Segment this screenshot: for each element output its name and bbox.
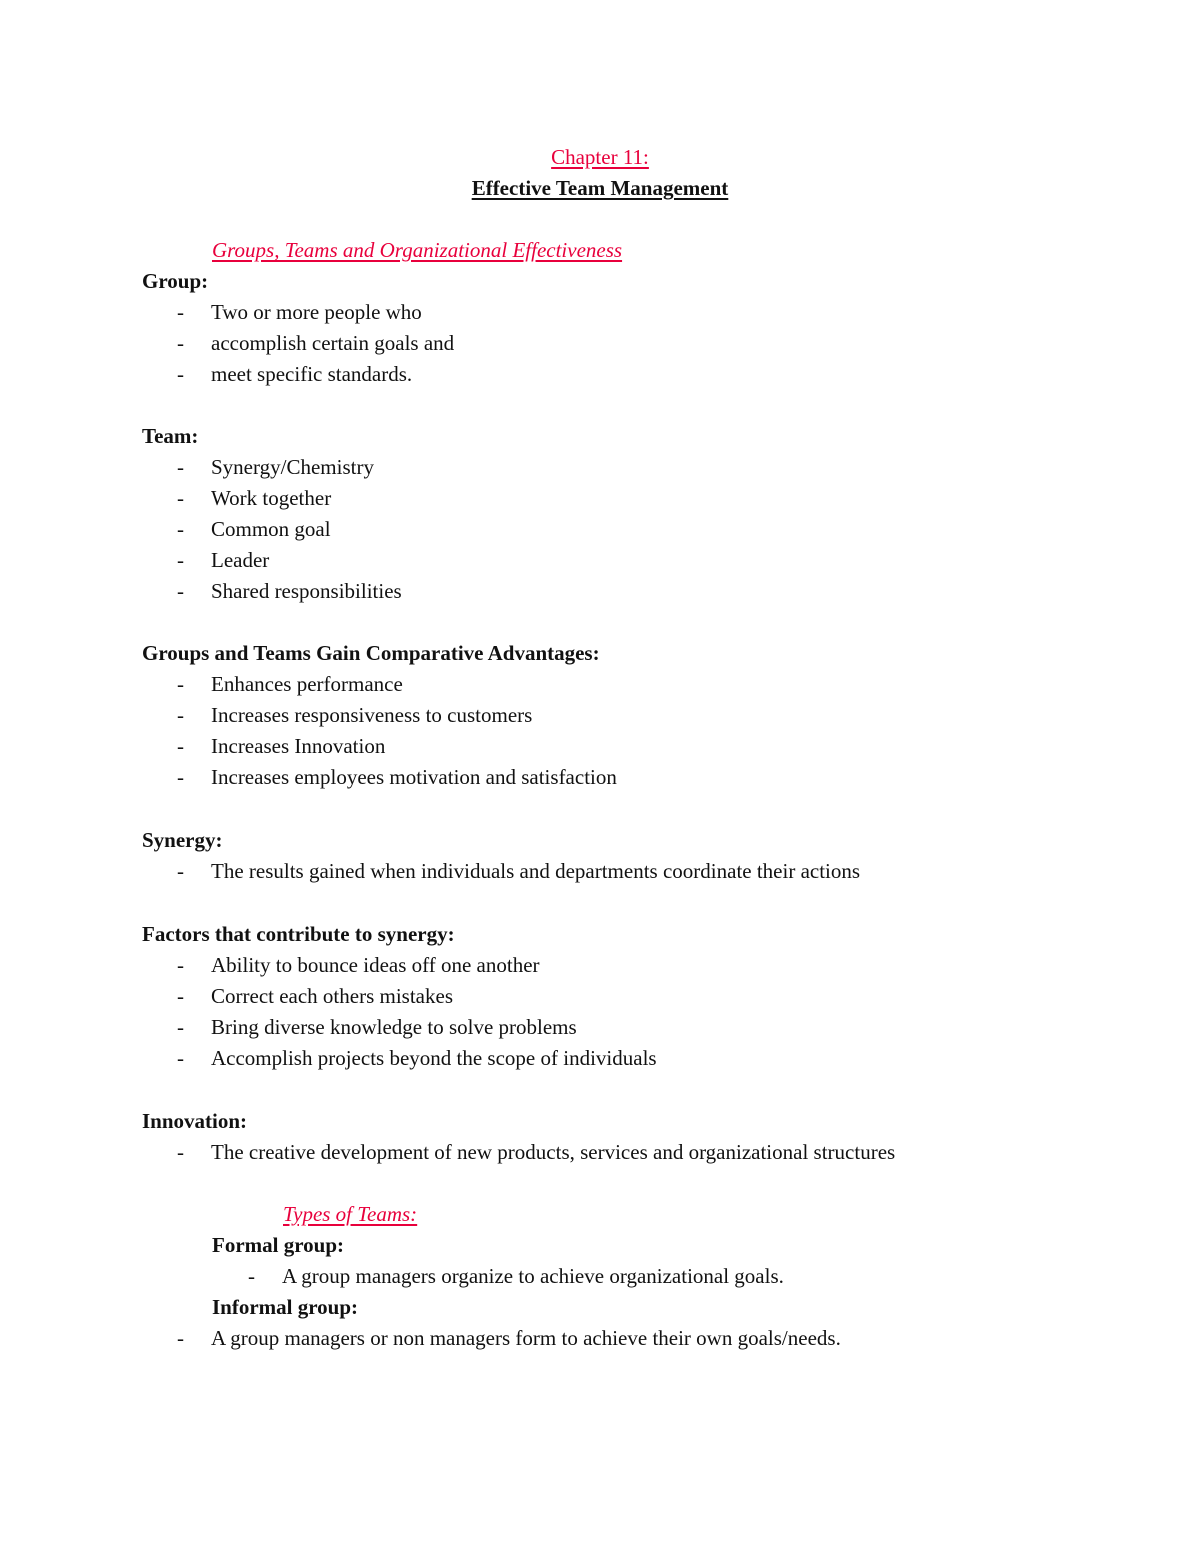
bullet-dash: - (177, 300, 184, 324)
bullet-dash: - (177, 1140, 184, 1164)
list-item-text: The creative development of new products, services and organizational structures (211, 1140, 896, 1164)
synergy-label: Synergy: (142, 828, 223, 852)
list-item-text: Enhances performance (211, 672, 403, 696)
section-heading-types-of-teams: Types of Teams: (283, 1202, 418, 1226)
team-label: Team: (142, 424, 199, 448)
bullet-dash: - (248, 1264, 255, 1288)
bullet-dash: - (177, 703, 184, 727)
advantages-label: Groups and Teams Gain Comparative Advantages: (142, 641, 600, 665)
chapter-subtitle: Effective Team Management (471, 176, 729, 200)
factors-label: Factors that contribute to synergy: (142, 922, 455, 946)
list-item-text: Two or more people who (211, 300, 422, 324)
list-item-text: Ability to bounce ideas off one another (211, 953, 540, 977)
innovation-label: Innovation: (142, 1109, 248, 1133)
list-item-text: Synergy/Chemistry (211, 455, 374, 479)
informal-group-label: Informal group: (212, 1295, 359, 1319)
list-item-text: Leader (211, 548, 270, 572)
formal-group-label: Formal group: (212, 1233, 345, 1257)
bullet-dash: - (177, 455, 184, 479)
list-item-text: accomplish certain goals and (211, 331, 455, 355)
list-item-text: Common goal (211, 517, 331, 541)
bullet-dash: - (177, 579, 184, 603)
list-item-text: A group managers organize to achieve organizational goals. (282, 1264, 784, 1288)
list-item-text: The results gained when individuals and departments coordinate their actions (211, 859, 861, 883)
list-item-text: Accomplish projects beyond the scope of individuals (211, 1046, 657, 1070)
bullet-dash: - (177, 1015, 184, 1039)
bullet-dash: - (177, 1326, 184, 1350)
list-item-text: Bring diverse knowledge to solve problems (211, 1015, 577, 1039)
bullet-dash: - (177, 1046, 184, 1070)
bullet-dash: - (177, 331, 184, 355)
bullet-dash: - (177, 486, 184, 510)
bullet-dash: - (177, 362, 184, 386)
bullet-dash: - (177, 953, 184, 977)
list-item-text: Increases responsiveness to customers (211, 703, 533, 727)
list-item-text: Correct each others mistakes (211, 984, 453, 1008)
list-item-text: Shared responsibilities (211, 579, 402, 603)
bullet-dash: - (177, 984, 184, 1008)
list-item-text: meet specific standards. (211, 362, 413, 386)
bullet-dash: - (177, 859, 184, 883)
list-item-text: Increases employees motivation and satisfaction (211, 765, 617, 789)
list-item-text: Work together (211, 486, 332, 510)
bullet-dash: - (177, 517, 184, 541)
group-label: Group: (142, 269, 209, 293)
bullet-dash: - (177, 734, 184, 758)
list-item-text: A group managers or non managers form to achieve their own goals/needs. (211, 1326, 841, 1350)
bullet-dash: - (177, 765, 184, 789)
bullet-dash: - (177, 548, 184, 572)
bullet-dash: - (177, 672, 184, 696)
chapter-title: Chapter 11: (551, 145, 649, 169)
list-item-text: Increases Innovation (211, 734, 386, 758)
section-heading-groups-teams: Groups, Teams and Organizational Effectiveness (212, 238, 623, 262)
